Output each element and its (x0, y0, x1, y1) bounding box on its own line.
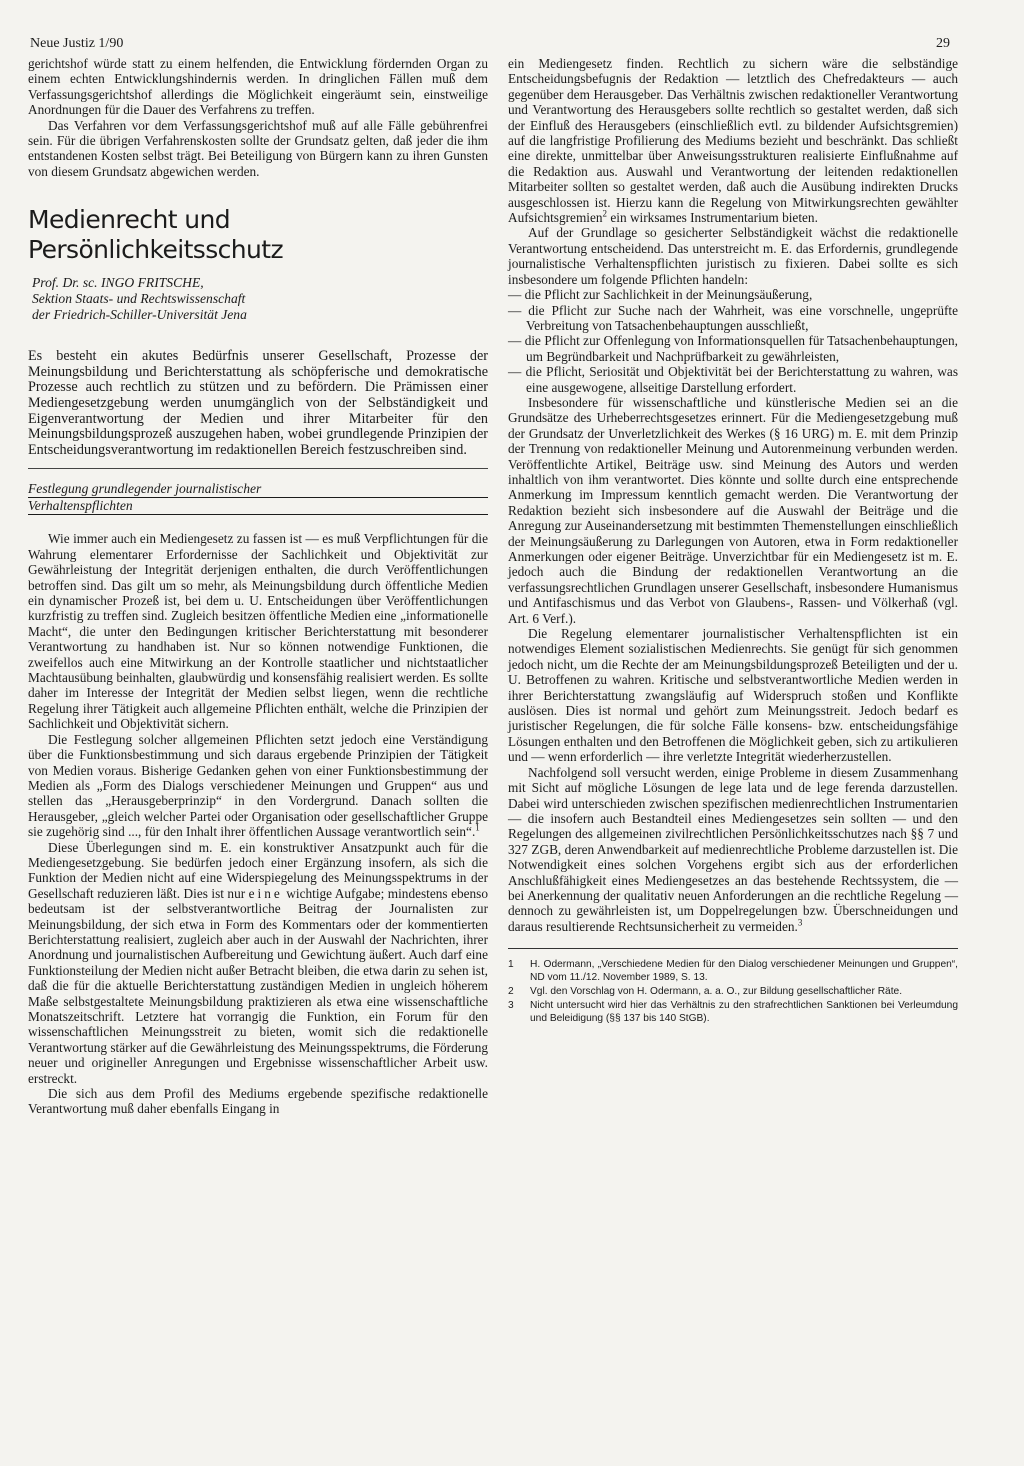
page-number: 29 (936, 36, 950, 51)
paragraph-text: Nachfolgend soll versucht werden, einige Probleme in diesem Zusammenhang mit Sicht auf mögliche Lösungen de lege lata und de lege ferenda darzustellen. Dabei wird unterschieden zwischen spezifischen medienrechtlichen Instrumentarien — die insofern auch Bestandteil eines Mediengesetzes sein sollten — und den Regelungen des allgemeinen zivilrechtlichen Persönlichkeitsschutzes nach §§ 7 und 327 ZGB, deren Anwendbarkeit auf medienrechtliche Probleme darzustellen ist. Die Notwendigkeit eines solchen Vorgehens ergibt sich aus der erforderlichen Anschlußfähigkeit eines Mediengesetzes an das bestehende Rechtssystem, die — bei Anerkennung der qualitativ neuen Anforderungen an die rechtliche Regelung — dennoch zu gewährleisten ist, um Doppelregelungen bzw. Überschneidungen und daraus resultierende Rechtsunsicherheit zu vermeiden. (508, 764, 958, 934)
author-university: der Friedrich-Schiller-Universität Jena (32, 307, 247, 323)
body-paragraph (508, 56, 958, 225)
body-paragraph: Die Regelung elementarer journalistischer Verhaltenspflichten ist ein notwendiges Element sozialistischen Medienrechts. Sie genügt für sich genommen jedoch nicht, um die Rechte der am Meinungsbildungsprozeß Beteiligten und der u. U. Betroffenen zu wahren. Kritische und selbstverantwortliche Medien werden in ihrer Berichterstattung zwangsläufig auf Widerspruch stoßen und Konflikte auslösen. Dies ist normal und gehört zum Meinungsstreit. Jedoch bedarf es juristischer Regelungen, die für solche Fälle konsens- bzw. entscheidungsfähige Lösungen enthalten und den Betroffenen die Möglichkeit geben, sich zu artikulieren und — wenn erforderlich — ihre verletzte Integrität wiederherzustellen. (508, 626, 958, 765)
footnote-ref[interactable]: 1 (475, 822, 480, 833)
duty-item: — die Pflicht zur Sachlichkeit in der Meinungsäußerung, (508, 287, 813, 303)
section-heading-line: Festlegung grundlegender journalistischer (28, 481, 488, 498)
author-affiliation: Sektion Staats- und Rechtswissenschaft (32, 291, 246, 307)
footnote (508, 1000, 958, 1025)
footnote-ref[interactable]: 2 (602, 208, 608, 219)
body-paragraph: Wie immer auch ein Mediengesetz zu fassen ist — es muß Verpflichtungen für die Wahrung elementarer Erfordernisse der Sachlichkeit und Objektivität zur Gewährleistung der Integrität derjenigen enthalten, die durch Veröffentlichungen betroffen sind. Das gilt um so mehr, als Meinungsbildung durch öffentliche Medien ein dynamischer Prozeß ist, bei dem u. U. Entscheidungen über Veröffentlichungen kurzfristig zu treffen sind. Zugleich besitzen öffentliche Medien eine „informationelle Macht“, die unter den Bedingungen kritischer Berichterstattung mit besonderer Verantwortung zu handhaben ist. Nur so können notwendige Funktionen, die zweifellos auch eine Mitwirkung an der Kontrolle staatlicher und nichtstaatlicher Machtausübung beinhalten, glaubwürdig und konsensfähig realisiert werden. Es sollte daher im Interesse der Integrität der Medien selbst liegen, wenn die rechtliche Regelung ihrer Tätigkeit auch allgemeine Pflichten enthält, welche die Prinzipien der Sachlichkeit und Objektivität sichern. (28, 531, 488, 732)
paragraph-text: Diese Überlegungen sind m. E. ein konstruktiver Ansatzpunkt auch für die Mediengesetzgebung. Sie bedürfen jedoch einer Ergänzung insofern, als sich die Funktion der Medien nicht auf eine Widerspiegelung des Meinungsspektrums in der Gesellschaft reduzieren läßt. Dies ist nur (28, 839, 488, 901)
duty-item: — die Pflicht, Seriosität und Objektivität bei der Berichterstattung zu wahren, was eine ausgewogene, allseitige Darstellung erfordert. (508, 364, 958, 395)
footnote-number: 1 (508, 959, 514, 971)
spaced-emphasis: eine (248, 885, 283, 901)
paragraph-text: ein Mediengesetz finden. Rechtlich zu sichern wäre die selbständige Entscheidungsbefugnis der Redaktion — letztlich des Chefredakteurs — auch gegenüber dem Herausgeber. Das Verhältnis zwischen redaktioneller Verantwortung und Verantwortung des Herausgebers sollte rechtlich so gestaltet werden, daß sich der Einfluß des Herausgebers (einschließlich evtl. zu bildender Aufsichtsgremien) auf die langfristige Profilierung des Mediums bezieht und beschränkt. Das schließt eine direkte, unmittelbar über Anweisungsstrukturen realisierte Einflußnahme auf die Redaktion aus. Auswahl und Verantwortung der leitenden redaktionellen Mitarbeiter sollten so gestaltet werden, daß auch die Ausübung indirekten Drucks ausgeschlossen ist. Hierzu kann die Regelung von Mitwirkungsrechten gewählter Aufsichtsgremien (508, 56, 958, 226)
body-paragraph (28, 840, 488, 1087)
left-column (28, 56, 488, 1117)
paragraph-text: Die Festlegung solcher allgemeinen Pflichten setzt jedoch eine Verständigung über die Funktionsbestimmung und sich daraus ergebende Prinzipien der Tätigkeit von Medien voraus. Bisherige Gedanken gehen von einer Funktionsbestimmung der Medien als „Form des Dialogs verschiedener Meinungen und Gruppen“ aus und stellen das „Herausgeberprinzip“ in den Vordergrund. Danach sollten die Herausgeber, „gleich welcher Partei oder Organisation oder gesellschaftlicher Gruppe sie zugehörig sind ..., für den Inhalt ihrer öffentlichen Aussage verantwortlich sein“. (28, 731, 488, 840)
paragraph-text: ein wirksames Instrumentarium bieten. (607, 210, 818, 226)
body-paragraph: Die sich aus dem Profil des Mediums ergebende spezifische redaktionelle Verantwortung muß daher ebenfalls Eingang in (28, 1086, 488, 1117)
footnote-text: H. Odermann, „Verschiedene Medien für den Dialog verschiedener Meinungen und Gruppen“, ND vom 11./12. November 1989, S. 13. (530, 959, 958, 983)
continuation-paragraph: Das Verfahren vor dem Verfassungsgerichtshof muß auf alle Fälle gebührenfrei sein. Für die übrigen Verfahrenskosten sollte der Grundsatz gelten, daß jeder die ihm entstandenen Kosten selbst trägt. Bei Beteiligung von Bürgern kann zu ihren Gunsten von diesem Grundsatz abgewichen werden. (28, 117, 488, 179)
footnote (508, 986, 958, 998)
section-heading (28, 481, 488, 515)
footnote-number: 3 (508, 1000, 514, 1012)
section-heading-line: Verhaltenspflichten (28, 498, 488, 515)
footnote-ref[interactable]: 3 (797, 917, 803, 928)
footnotes (508, 959, 958, 1025)
duty-item: — die Pflicht zur Suche nach der Wahrheit, was eine vorschnelle, ungeprüfte Verbreitung von Tatsachenbehauptungen ausschließt, (508, 302, 958, 333)
right-column (508, 56, 958, 1027)
duties-list (508, 287, 958, 395)
author-block (28, 275, 488, 323)
footnote (508, 959, 958, 984)
author-name: Prof. Dr. sc. INGO FRITSCHE, (32, 275, 204, 291)
footnote-text: Nicht untersucht wird hier das Verhältnis zu den strafrechtlichen Sanktionen bei Verleumdung und Beleidigung (§§ 137 bis 140 StGB). (530, 1000, 958, 1024)
footnote-text: Vgl. den Vorschlag von H. Odermann, a. a. O., zur Bildung gesellschaftlicher Räte. (530, 985, 903, 997)
duty-item: — die Pflicht zur Offenlegung von Informationsquellen für Tatsachenbehauptungen, um Begründbarkeit und Nachprüfbarkeit zu gewährleisten, (508, 333, 958, 364)
body-paragraph: Insbesondere für wissenschaftliche und künstlerische Medien sei an die Grundsätze des Urheberrechtsgesetzes erinnert. Für die Mediengesetzgebung muß der Grundsatz der Unverletzlichkeit des Werkes (§ 16 URG) m. E. mit dem Prinzip der Trennung von redaktioneller Meinung und Autorenmeinung verbunden werden. Veröffentlichte Artikel, Beiträge usw. sind Meinung des Autors und werden inhaltlich von ihm verantwortet. Dies könnte und sollte durch eine entsprechende Anmerkung im Impressum kenntlich gemacht werden. Die Verantwortung der Redaktion bezieht sich insbesondere auf die Auswahl der Beiträge und die Anregung zur Auseinandersetzung mit bestimmten Themenstellungen einschließlich der Meinungsäußerung zu Darlegungen von Autoren, etwa in Form redaktioneller Anmerkungen oder eigener Beiträge. Unverzichtbar für ein Mediengesetz ist m. E. jedoch auch die Bindung der redaktionellen Verantwortung an die verfassungsrechtlichen Grundlagen unserer Gesellschaft, insbesondere Humanismus und Antifaschismus und das Verbot von Glaubens-, Rassen- und Völkerhaß (vgl. Art. 6 Verf.). (508, 394, 958, 626)
article-intro: Es besteht ein akutes Bedürfnis unserer Gesellschaft, Prozesse der Meinungsbildung und Berichterstattung als schöpferische und demokratische Prozesse auch rechtlich zu stützen und zu befördern. Die Prämissen einer Mediengesetzgebung werden unumgänglich von der Selbständigkeit und Eigenverantwortung der Medien und ihrer Mitarbeiter für den Meinungsbildungsprozeß auszugehen haben, wobei grundlegende Prinzipien der Entscheidungsverantwortung im redaktionellen Bereich festzuschreiben sind. (28, 348, 488, 458)
footnote-number: 2 (508, 985, 514, 997)
footnote-divider (508, 948, 958, 949)
body-paragraph: Auf der Grundlage so gesicherter Selbständigkeit wächst die redaktionelle Verantwortung entscheidend. Das unterstreicht m. E. das Erfordernis, grundlegende journalistische Verhaltenspflichten juristisch zu fixieren. Dabei sollte es sich insbesondere um folgende Pflichten handeln: (508, 225, 958, 287)
continuation-paragraph: gerichtshof würde statt zu einem helfenden, die Entwicklung fördernden Organ zu einem echten Entwicklungshindernis werden. In dringlichen Fällen muß dem Verfassungsgerichtshof allerdings die Möglichkeit eingeräumt sein, einstweilige Anordnungen für die Dauer des Verfahrens zu treffen. (28, 56, 488, 118)
body-paragraph (508, 765, 958, 934)
paragraph-text: wichtige Aufgabe; mindestens ebenso bedeutsam ist der selbstverantwortliche Beitrag der Journalisten zur Meinungsbildung, der sich etwa in Form des Kommentars oder der kommentierten Berichterstattung realisiert, zugleich aber auch in der Auswahl der Nachrichten, ihrer Anordnung und journalistischen Aufbereitung und Gewichtung äußert. Auch darf eine Funktionsteilung der Medien nicht außer Betracht bleiben, die etwa darin zu sehen ist, daß die für die aktuelle Berichterstattung zuständigen Medien in ungleich höherem Maße selbstgestaltete Meinungsbildung praktizieren als etwa eine wissenschaftliche Monatszeitschrift. Letztere hat vorrangig die Funktion, ein Forum für den wissenschaftlichen Meinungsstreit zu bieten, womit sich die redaktionelle Verantwortung stärker auf die Gewährleistung des Meinungsspektrums, die Förderung neuer und origineller Anregungen und Ergebnisse wissenschaftlicher Arbeit usw. erstreckt. (28, 885, 488, 1086)
article-title: Medienrecht und Persönlichkeitsschutz (28, 205, 284, 265)
running-header (30, 36, 950, 54)
section-divider (28, 468, 488, 469)
body-paragraph (28, 732, 488, 840)
journal-issue: Neue Justiz 1/90 (30, 36, 124, 51)
